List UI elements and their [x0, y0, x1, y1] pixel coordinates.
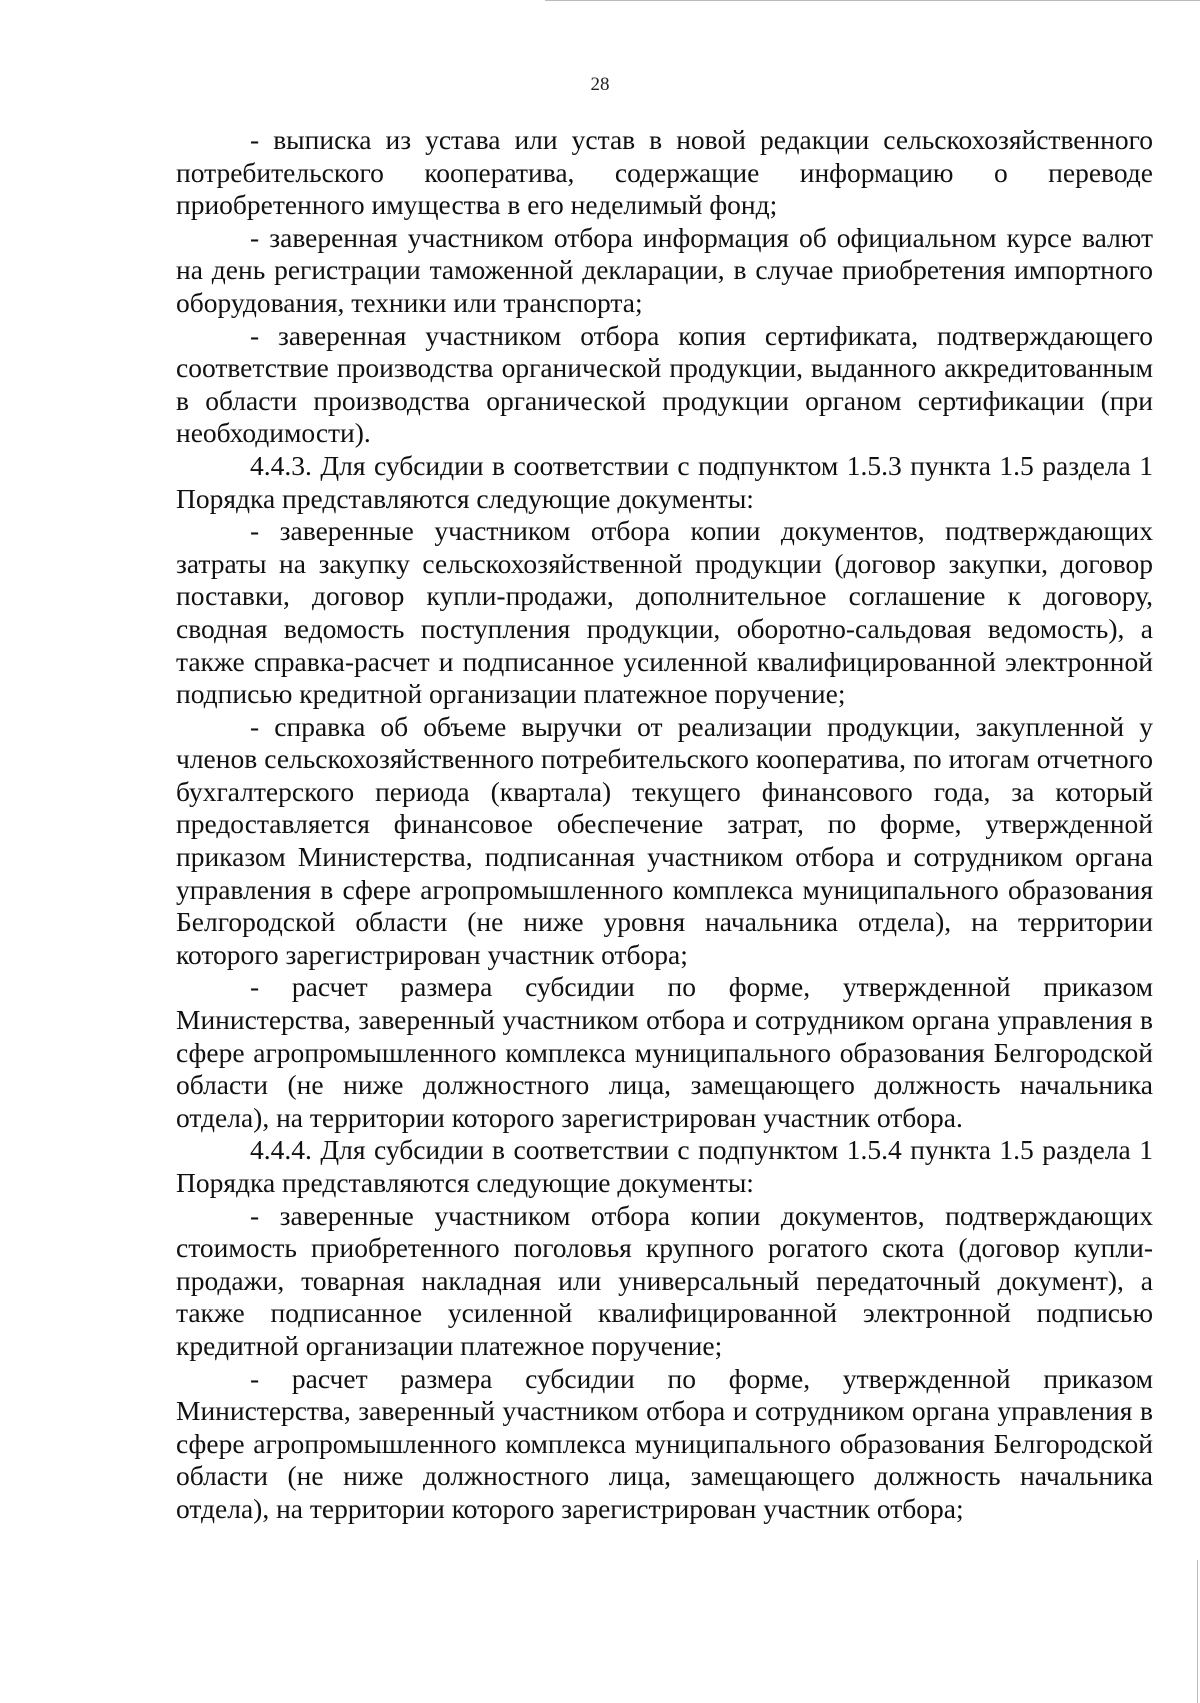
scan-edge-top: [545, 0, 1200, 1]
paragraph-subsidy-calculation-2: - расчет размера субсидии по форме, утвержденной приказом Министерства, заверенный участником отбора и сотрудником органа управления в сфере агропромышленного комплекса муниципального образования Белгородской области (не ниже должностного лица, замещающего должность начальника отдела), на территории которого зарегистрирован участник отбора;: [176, 1362, 1153, 1524]
paragraph-revenue-certificate: - справка об объеме выручки от реализации продукции, закупленной у членов сельскохозяйственного потребительского кооператива, по итогам отчетного бухгалтерского периода (квартала) текущего финансового года, за который предоставляется финансовое обеспечение затрат, по форме, утвержденной приказом Министерства, подписанная участником отбора и сотрудником органа управления в сфере агропромышленного комплекса муниципального образования Белгородской области (не ниже уровня начальника отдела), на территории которого зарегистрирован участник отбора;: [176, 710, 1153, 970]
paragraph-currency-rate: - заверенная участником отбора информация об официальном курсе валют на день регистрации таможенной декларации, в случае приобретения импортного оборудования, техники или транспорта;: [176, 221, 1153, 318]
document-body: [176, 124, 1153, 1526]
paragraph-organic-certificate: - заверенная участником отбора копия сертификата, подтверждающего соответствие производства органической продукции, выданного аккредитованным в области производства органической продукции органом сертификации (при необходимости).: [176, 319, 1153, 449]
paragraph-section-4-4-4: 4.4.4. Для субсидии в соответствии с подпунктом 1.5.4 пункта 1.5 раздела 1 Порядка представляются следующие документы:: [176, 1134, 1153, 1198]
page-number: 28: [590, 74, 610, 95]
paragraph-purchase-costs: - заверенные участником отбора копии документов, подтверждающих затраты на закупку сельскохозяйственной продукции (договор закупки, договор поставки, договор купли-продажи, дополнительное соглашение к договору, сводная ведомость поступления продукции, оборотно-сальдовая ведомость), а также справка-расчет и подписанное усиленной квалифицированной электронной подписью кредитной организации платежное поручение;: [176, 515, 1153, 710]
paragraph-subsidy-calculation-1: - расчет размера субсидии по форме, утвержденной приказом Министерства, заверенный участником отбора и сотрудником органа управления в сфере агропромышленного комплекса муниципального образования Белгородской области (не ниже должностного лица, замещающего должность начальника отдела), на территории которого зарегистрирован участник отбора.: [176, 971, 1153, 1133]
scan-edge-right: [1197, 1560, 1198, 1703]
paragraph-cattle-costs: - заверенные участником отбора копии документов, подтверждающих стоимость приобретенного поголовья крупного рогатого скота (договор купли-продажи, товарная накладная или универсальный передаточный документ), а также подписанное усиленной квалифицированной электронной подписью кредитной организации платежное поручение;: [176, 1199, 1153, 1361]
paragraph-section-4-4-3: 4.4.3. Для субсидии в соответствии с подпунктом 1.5.3 пункта 1.5 раздела 1 Порядка представляются следующие документы:: [176, 449, 1153, 514]
paragraph-charter-extract: - выписка из устава или устав в новой редакции сельскохозяйственного потребительского кооператива, содержащие информацию о переводе приобретенного имущества в его неделимый фонд;: [176, 124, 1153, 221]
